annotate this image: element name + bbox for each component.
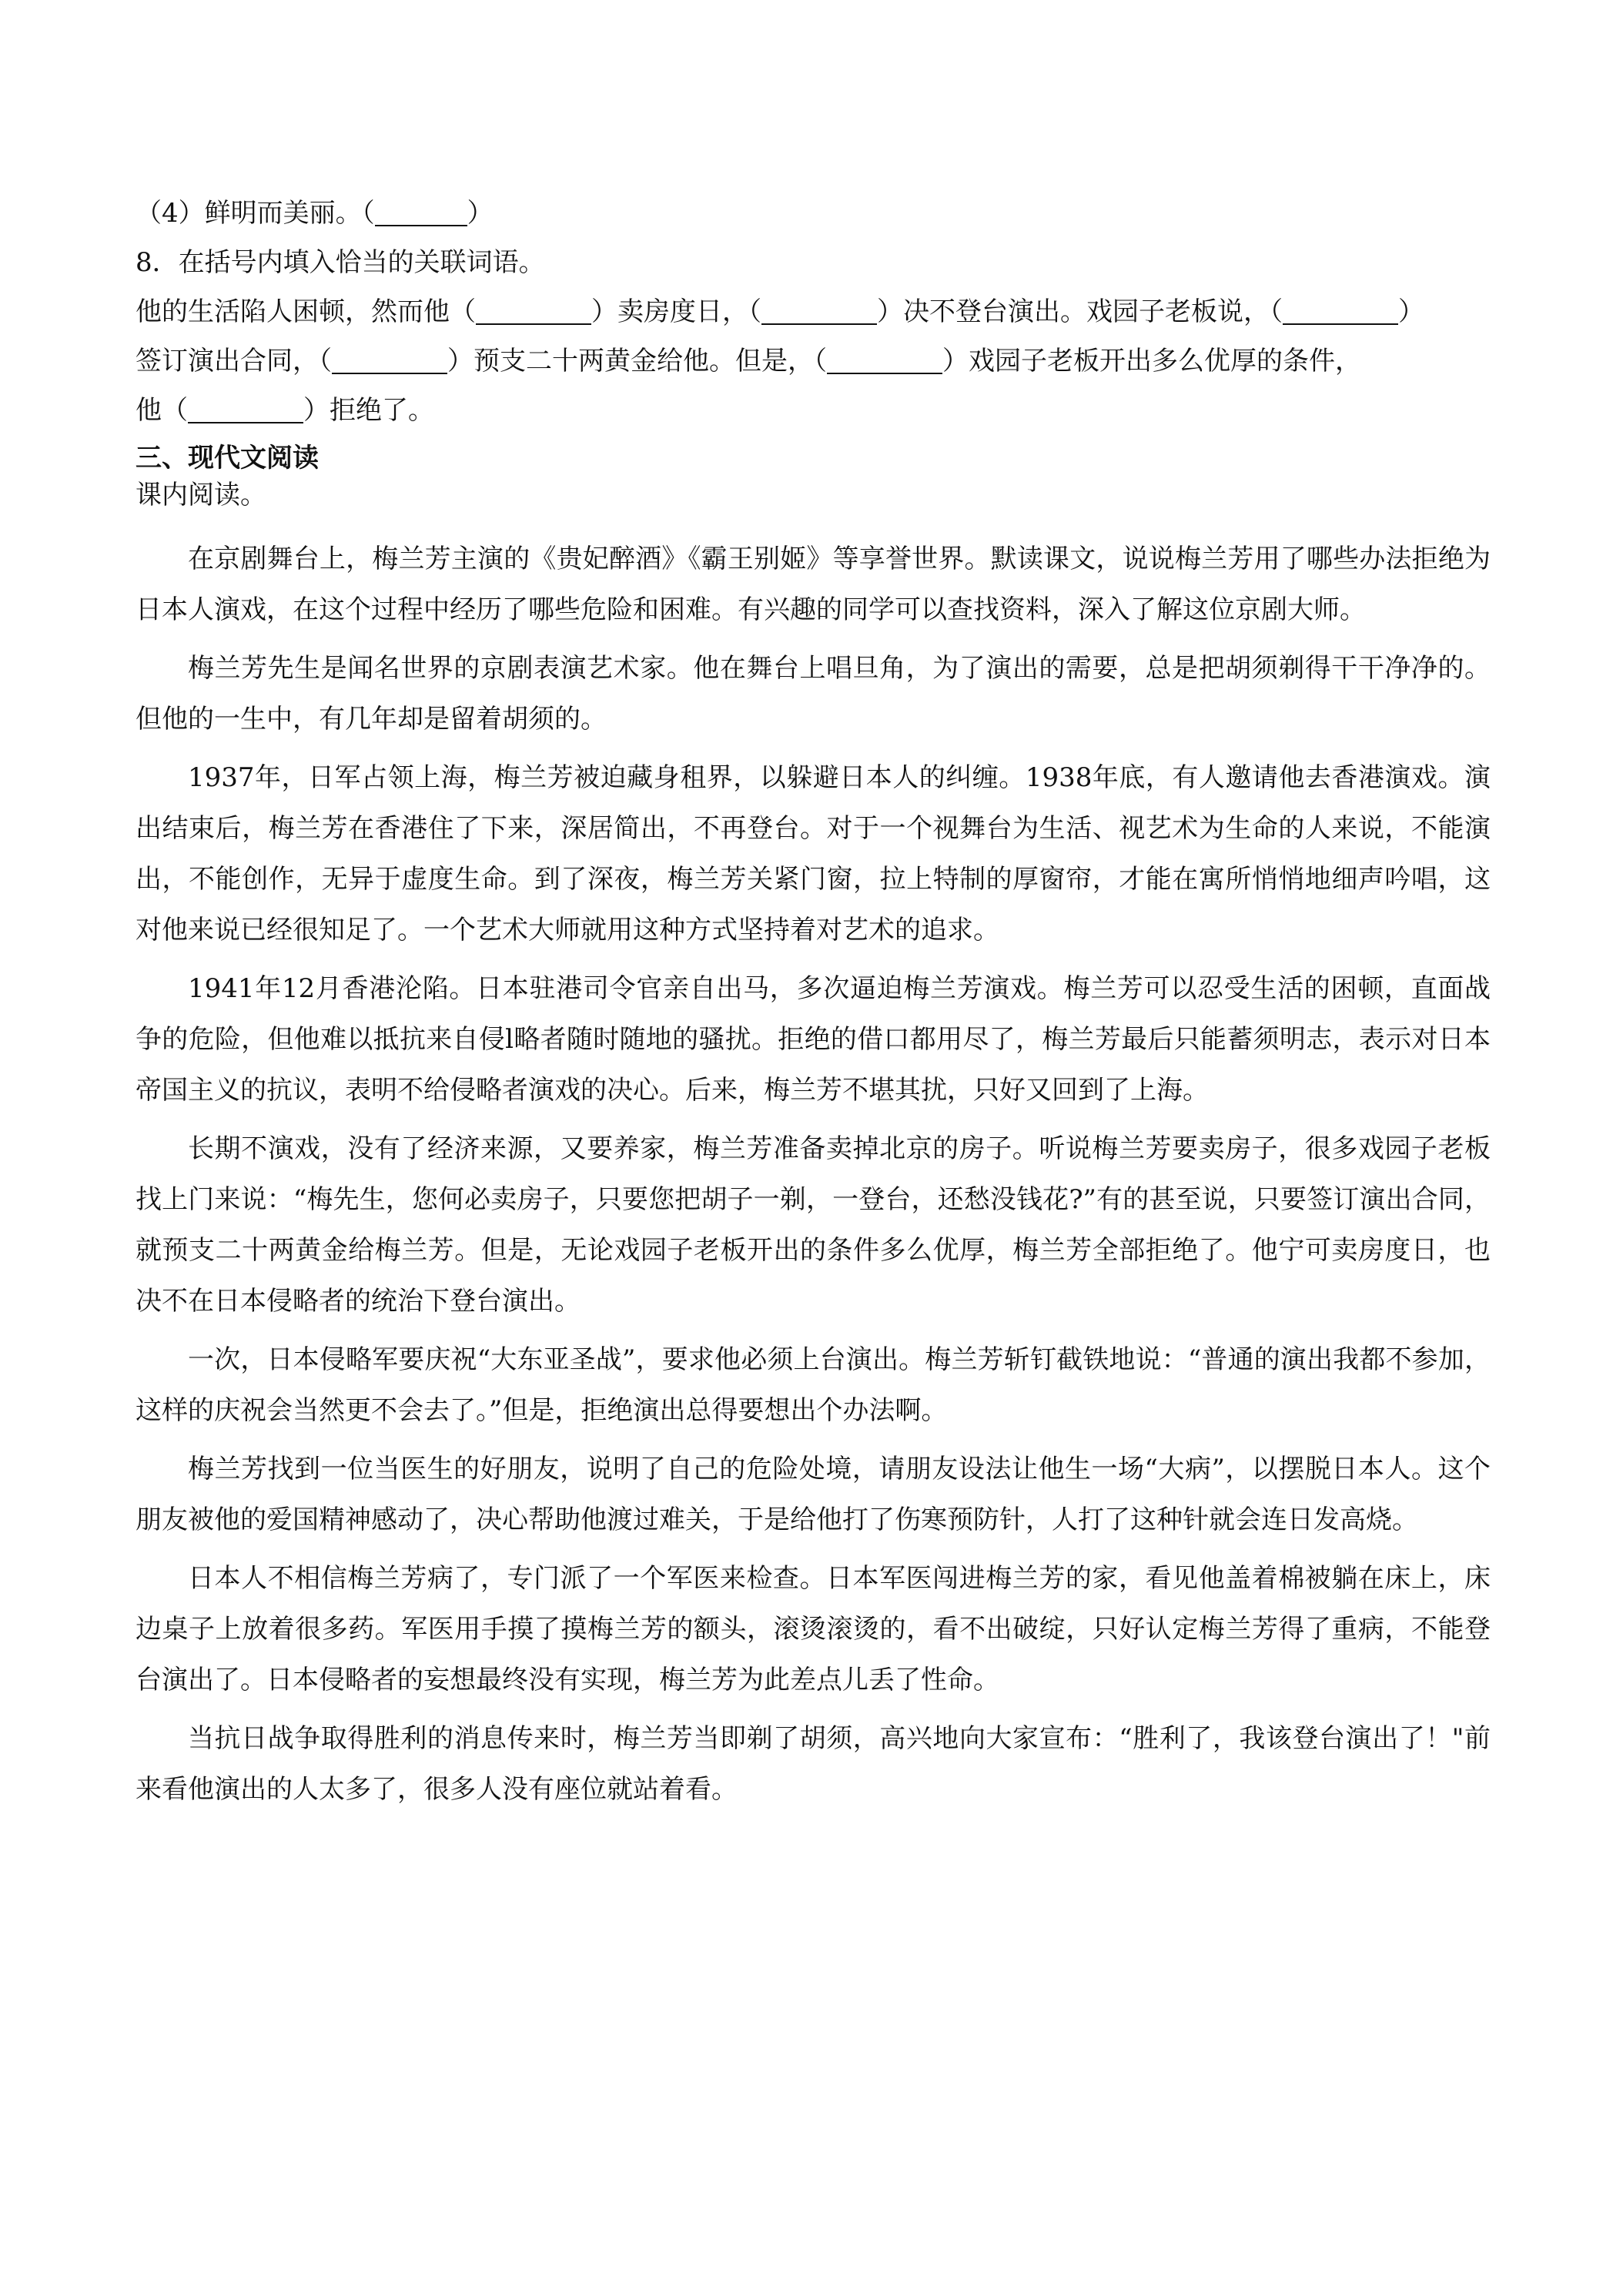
q8-text: 他（: [136, 395, 188, 426]
passage-paragraph-5: 长期不演戏，没有了经济来源，又要养家，梅兰芳准备卖掉北京的房子。听说梅兰芳要卖房子，很多戏园子老板找上门来说：“梅先生，您何必卖房子，只要您把胡子一剃，一登台，还愁没钱花?”有的甚至说，只要签订演出合同，就预支二十两黄金给梅兰芳。但是，无论戏园子老板开出的条件多么优厚，梅兰芳全部拒绝了。他宁可卖房度日，也决不在日本侵略者的统治下登台演出。: [136, 1133, 1491, 1317]
reading-passage: [136, 534, 1491, 1815]
q8-text: ）: [1398, 296, 1424, 327]
answer-blank[interactable]: [827, 342, 942, 374]
passage-paragraph-9: 当抗日战争取得胜利的消息传来时，梅兰芳当即剃了胡须，高兴地向大家宣布：“胜利了，我该登台演出了！"前来看他演出的人太多了，很多人没有座位就站着看。: [136, 1723, 1491, 1805]
q8-text: ）戏园子老板开出多么优厚的条件，: [942, 346, 1361, 377]
q7-item-4-close: ）: [467, 198, 494, 229]
q8-line-1: [136, 287, 1491, 336]
q7-item-4-text: （4）鲜明而美丽。（: [136, 198, 375, 229]
passage-paragraph-3: 1937年，日军占领上海，梅兰芳被迫藏身租界，以躲避日本人的纠缠。1938年底，有人邀请他去香港演戏。演出结束后，梅兰芳在香港住了下来，深居简出，不再登台。对于一个视舞台为生活、视艺术为生命的人来说，不能演出，不能创作，无异于虚度生命。到了深夜，梅兰芳关紧门窗，拉上特制的厚窗帘，才能在寓所悄悄地细声吟唱，这对他来说已经很知足了。一个艺术大师就用这种方式坚持着对艺术的追求。: [136, 762, 1491, 946]
q8-text: ）决不登台演出。戏园子老板说，（: [877, 296, 1283, 327]
q8-text: ）卖房度日，（: [591, 296, 761, 327]
answer-blank[interactable]: [375, 194, 467, 226]
answer-blank[interactable]: [476, 293, 591, 325]
q8-title: 8．在括号内填入恰当的关联词语。: [136, 247, 545, 278]
q8-line-3: [136, 386, 1491, 435]
section-subheading: 课内阅读。: [136, 480, 266, 510]
passage-paragraph-4: 1941年12月香港沦陷。日本驻港司令官亲自出马，多次逼迫梅兰芳演戏。梅兰芳可以忍受生活的困顿，直面战争的危险，但他难以抵抗来自侵l略者随时随地的骚扰。拒绝的借口都用尽了，梅兰芳最后只能蓄须明志，表示对日本帝国主义的抗议，表明不给侵略者演戏的决心。后来，梅兰芳不堪其扰，只好又回到了上海。: [136, 973, 1491, 1106]
answer-blank[interactable]: [332, 342, 447, 374]
answer-blank[interactable]: [1283, 293, 1398, 325]
q8-text: ）拒绝了。: [303, 395, 434, 426]
page-content: [136, 189, 1491, 1822]
q7-item-4: [136, 189, 1491, 238]
q8-text: 他的生活陷人困顿，然而他（: [136, 296, 476, 327]
passage-paragraph-1: 在京剧舞台上，梅兰芳主演的《贵妃醉酒》《霸王别姬》等享誉世界。默读课文，说说梅兰芳用了哪些办法拒绝为日本人演戏，在这个过程中经历了哪些危险和困难。有兴趣的同学可以查找资料，深入了解这位京剧大师。: [136, 544, 1491, 625]
answer-blank[interactable]: [188, 391, 303, 423]
q8-text: 签订演出合同，（: [136, 346, 332, 377]
passage-paragraph-2: 梅兰芳先生是闻名世界的京剧表演艺术家。他在舞台上唱旦角，为了演出的需要，总是把胡须剃得干干净净的。但他的一生中，有几年却是留着胡须的。: [136, 653, 1491, 735]
passage-paragraph-8: 日本人不相信梅兰芳病了，专门派了一个军医来检查。日本军医闯进梅兰芳的家，看见他盖着棉被躺在床上，床边桌子上放着很多药。军医用手摸了摸梅兰芳的额头，滚烫滚烫的，看不出破绽，只好认定梅兰芳得了重病，不能登台演出了。日本侵略者的妄想最终没有实现，梅兰芳为此差点儿丢了性命。: [136, 1563, 1491, 1695]
section-heading: 三、现代文阅读: [136, 443, 319, 474]
passage-paragraph-7: 梅兰芳找到一位当医生的好朋友，说明了自己的危险处境，请朋友设法让他生一场“大病”，以摆脱日本人。这个朋友被他的爱国精神感动了，决心帮助他渡过难关，于是给他打了伤寒预防针，人打了这种针就会连日发高烧。: [136, 1454, 1491, 1535]
q8-line-2: [136, 336, 1491, 386]
q8-text: ）预支二十两黄金给他。但是，（: [447, 346, 827, 377]
passage-paragraph-6: 一次，日本侵略军要庆祝“大东亚圣战”，要求他必须上台演出。梅兰芳斩钉截铁地说：“普通的演出我都不参加，这样的庆祝会当然更不会去了。”但是，拒绝演出总得要想出个办法啊。: [136, 1344, 1491, 1426]
answer-blank[interactable]: [761, 293, 877, 325]
